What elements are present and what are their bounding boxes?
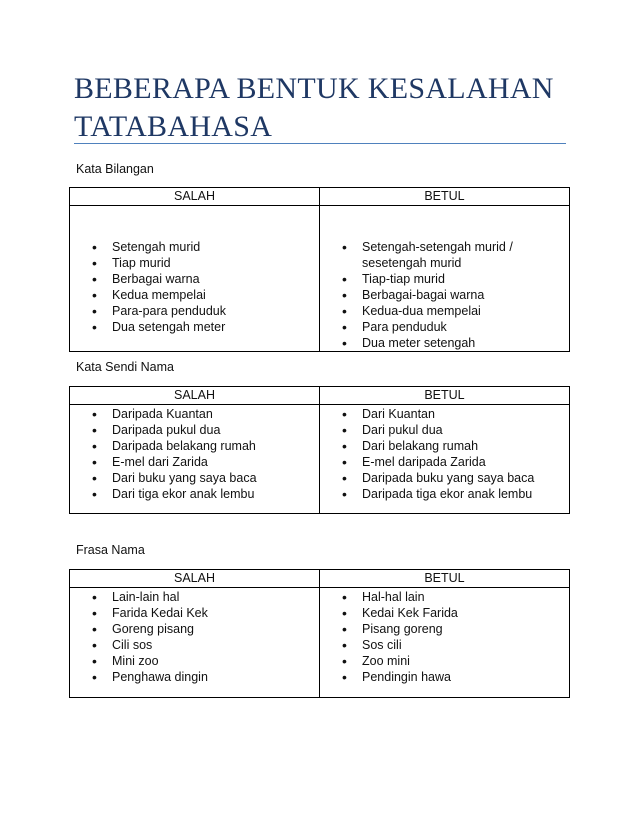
salah-cell — [70, 405, 320, 514]
list-item: • Kedua-dua mempelai — [320, 303, 565, 319]
table-frasa-nama — [69, 569, 570, 698]
list-item: • Sos cili — [320, 637, 565, 653]
column-header-salah: SALAH — [70, 570, 320, 588]
salah-cell — [70, 206, 320, 352]
list-item: • Daripada pukul dua — [70, 422, 315, 438]
section-label-kata-bilangan: Kata Bilangan — [76, 162, 154, 176]
list-item: • E-mel dari Zarida — [70, 454, 315, 470]
table-kata-sendi-nama — [69, 386, 570, 514]
column-header-betul: BETUL — [320, 387, 570, 405]
table-row — [70, 588, 570, 698]
salah-list — [70, 588, 319, 685]
table-header-row — [70, 387, 570, 405]
list-item: • Goreng pisang — [70, 621, 315, 637]
list-item: • Berbagai-bagai warna — [320, 287, 565, 303]
list-item: • Mini zoo — [70, 653, 315, 669]
list-item: • Farida Kedai Kek — [70, 605, 315, 621]
betul-cell — [320, 206, 570, 352]
list-item: • Kedua mempelai — [70, 287, 315, 303]
list-item: • Cili sos — [70, 637, 315, 653]
list-item: • Para-para penduduk — [70, 303, 315, 319]
column-header-betul: BETUL — [320, 570, 570, 588]
column-header-salah: SALAH — [70, 387, 320, 405]
list-item: • Pendingin hawa — [320, 669, 565, 685]
betul-list — [320, 206, 569, 351]
section-label-kata-sendi-nama: Kata Sendi Nama — [76, 360, 174, 374]
list-item: • Dari belakang rumah — [320, 438, 565, 454]
section-label-frasa-nama: Frasa Nama — [76, 543, 145, 557]
betul-list — [320, 405, 569, 502]
table-header-row — [70, 188, 570, 206]
table-header-row — [70, 570, 570, 588]
betul-cell — [320, 588, 570, 698]
title-divider — [74, 143, 566, 144]
list-item: • Dari Kuantan — [320, 406, 565, 422]
list-item: • Zoo mini — [320, 653, 565, 669]
salah-list — [70, 206, 319, 335]
list-item: • Setengah-setengah murid / sesetengah murid — [320, 239, 565, 271]
list-item: • Pisang goreng — [320, 621, 565, 637]
list-item: • Daripada belakang rumah — [70, 438, 315, 454]
list-item: • Dari pukul dua — [320, 422, 565, 438]
list-item: • Penghawa dingin — [70, 669, 315, 685]
list-item: • E-mel daripada Zarida — [320, 454, 565, 470]
column-header-salah: SALAH — [70, 188, 320, 206]
list-item: • Kedai Kek Farida — [320, 605, 565, 621]
list-item: • Daripada tiga ekor anak lembu — [320, 486, 565, 502]
list-item: • Lain-lain hal — [70, 589, 315, 605]
list-item: • Berbagai warna — [70, 271, 315, 287]
list-item: • Setengah murid — [70, 239, 315, 255]
list-item: • Daripada Kuantan — [70, 406, 315, 422]
table-kata-bilangan — [69, 187, 570, 352]
salah-list — [70, 405, 319, 502]
column-header-betul: BETUL — [320, 188, 570, 206]
page-title: BEBERAPA BENTUK KESALAHAN TATABAHASA — [74, 72, 554, 143]
list-item: • Dari tiga ekor anak lembu — [70, 486, 315, 502]
list-item: • Daripada buku yang saya baca — [320, 470, 565, 486]
table-row — [70, 405, 570, 514]
table-row — [70, 206, 570, 352]
betul-list — [320, 588, 569, 685]
list-item: • Hal-hal lain — [320, 589, 565, 605]
list-item: • Dari buku yang saya baca — [70, 470, 315, 486]
list-item: • Tiap murid — [70, 255, 315, 271]
betul-cell — [320, 405, 570, 514]
salah-cell — [70, 588, 320, 698]
list-item: • Para penduduk — [320, 319, 565, 335]
list-item: • Dua meter setengah — [320, 335, 565, 351]
list-item: • Dua setengah meter — [70, 319, 315, 335]
list-item: • Tiap-tiap murid — [320, 271, 565, 287]
